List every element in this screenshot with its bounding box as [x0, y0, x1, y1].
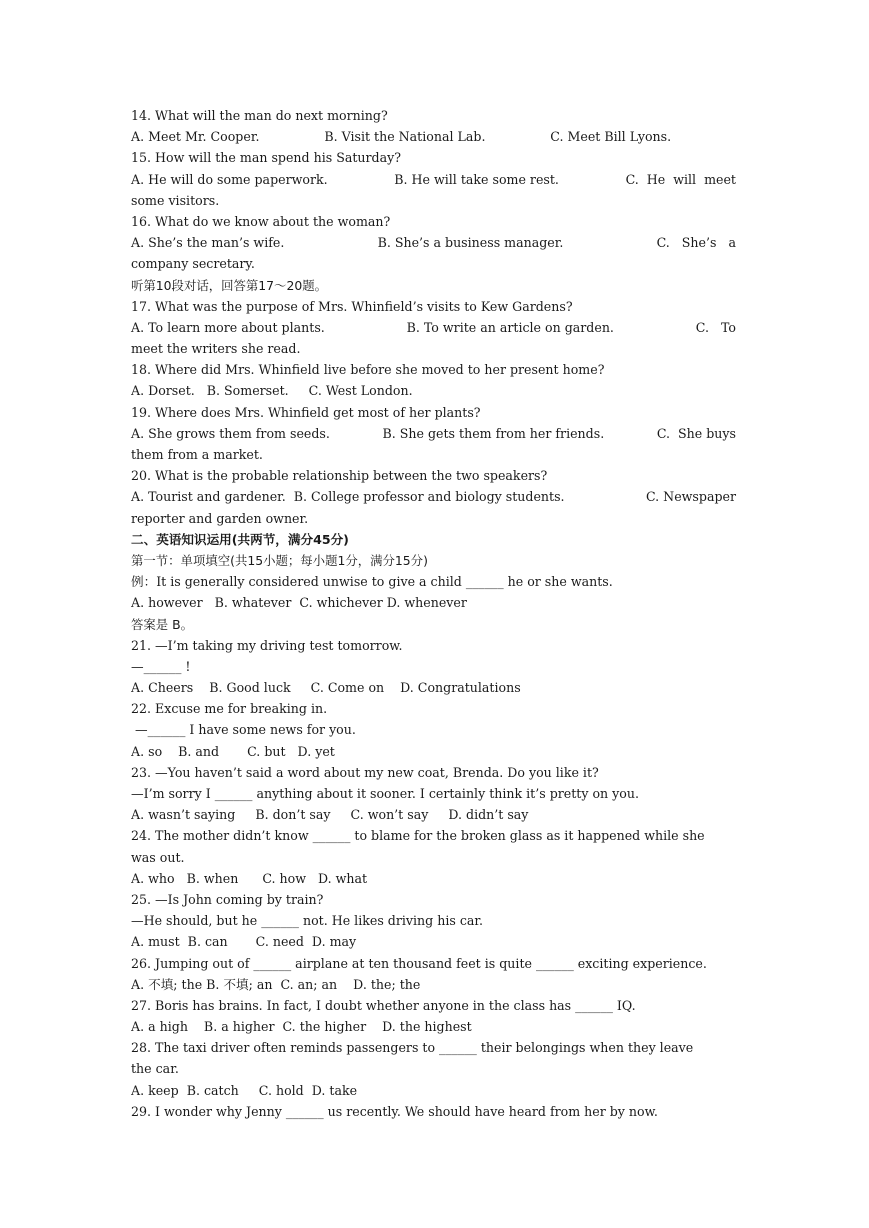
- text-line: A. a high B. a higher C. the higher D. the highest: [131, 1019, 472, 1035]
- text-line: A. Cheers B. Good luck C. Come on D. Congratulations: [131, 680, 521, 696]
- option-line: [131, 317, 736, 338]
- text-line: A. who B. when C. how D. what: [131, 870, 368, 886]
- text-line: A. Dorset. B. Somerset. C. West London.: [131, 383, 413, 399]
- option-segment: C. To: [695, 319, 736, 335]
- text-line: 第一节：单项填空(共15小题；每小题1分，满分15分): [131, 552, 428, 568]
- text-line: 15. How will the man spend his Saturday?: [131, 150, 401, 166]
- text-line: was out.: [131, 849, 185, 865]
- text-line: 14. What will the man do next morning?: [131, 108, 388, 123]
- text-line: 22. Excuse me for breaking in.: [131, 701, 328, 717]
- exam-document: [131, 105, 736, 1122]
- option-segment: C. He will meet: [625, 171, 736, 187]
- text-line: 29. I wonder why Jenny ______ us recently. We should have heard from her by now.: [131, 1103, 658, 1119]
- option-segment: C. Newspaper: [645, 489, 736, 505]
- text-line: A. wasn’t saying B. don’t say C. won’t say D. didn’t say: [131, 807, 529, 823]
- text-line: 21. —I’m taking my driving test tomorrow.: [131, 637, 403, 653]
- text-line: —______ !: [131, 658, 191, 674]
- option-line: [131, 486, 736, 507]
- text-line: 18. Where did Mrs. Whinfield live before she moved to her present home?: [131, 362, 605, 378]
- text-line: company secretary.: [131, 256, 255, 272]
- option-segment: A. She grows them from seeds.: [131, 425, 330, 441]
- text-line: some visitors.: [131, 192, 220, 208]
- text-line: meet the writers she read.: [131, 341, 301, 357]
- option-segment: B. To write an article on garden.: [406, 319, 614, 335]
- text-line: them from a market.: [131, 447, 263, 462]
- text-line: 17. What was the purpose of Mrs. Whinfield’s visits to Kew Gardens?: [131, 298, 573, 314]
- text-line: 答案是 B。: [131, 616, 194, 632]
- text-line: A. must B. can C. need D. may: [131, 934, 357, 950]
- option-segment: B. He will take some rest.: [394, 171, 559, 187]
- text-line: —He should, but he ______ not. He likes driving his car.: [131, 913, 484, 929]
- option-segment: C. She’s a: [656, 235, 736, 251]
- option-segment: A. She’s the man’s wife.: [131, 235, 285, 251]
- option-line: [131, 126, 736, 147]
- text-line: 听第10段对话，回答第17～20题。: [131, 277, 327, 293]
- text-line: 23. —You haven’t said a word about my new coat, Brenda. Do you like it?: [131, 764, 599, 780]
- option-segment: A. Tourist and gardener. B. College professor and biology students.: [131, 489, 565, 505]
- option-segment: B. She gets them from her friends.: [382, 425, 605, 441]
- text-line: 25. —Is John coming by train?: [131, 891, 324, 907]
- text-line: 19. Where does Mrs. Whinfield get most of her plants?: [131, 404, 481, 420]
- option-line: [131, 169, 736, 190]
- section-heading: 二、英语知识运用(共两节，满分45分): [131, 531, 349, 547]
- text-line: reporter and garden owner.: [131, 510, 309, 526]
- option-segment: B. She’s a business manager.: [377, 235, 564, 251]
- text-line: 16. What do we know about the woman?: [131, 213, 391, 229]
- text-line: A. however B. whatever C. whichever D. whenever: [131, 595, 467, 611]
- text-line: —______ I have some news for you.: [131, 722, 356, 738]
- text-line: —I’m sorry I ______ anything about it sooner. I certainly think it’s pretty on you.: [131, 786, 639, 801]
- option-segment: A. He will do some paperwork.: [131, 171, 328, 187]
- option-segment: B. Visit the National Lab.: [324, 129, 486, 145]
- option-segment: C. Meet Bill Lyons.: [550, 129, 672, 145]
- text-line: 28. The taxi driver often reminds passengers to ______ their belongings when they leave: [131, 1040, 694, 1056]
- text-line: 26. Jumping out of ______ airplane at ten thousand feet is quite ______ exciting experience.: [131, 955, 707, 971]
- text-line: 例：It is generally considered unwise to give a child ______ he or she wants.: [131, 574, 613, 590]
- text-line: A. keep B. catch C. hold D. take: [131, 1082, 358, 1098]
- text-line: the car.: [131, 1061, 179, 1077]
- text-line: 20. What is the probable relationship between the two speakers?: [131, 468, 548, 484]
- text-line: 27. Boris has brains. In fact, I doubt whether anyone in the class has ______ IQ.: [131, 997, 636, 1013]
- text-line: A. 不填; the B. 不填; an C. an; an D. the; the: [131, 976, 421, 992]
- option-segment: A. Meet Mr. Cooper.: [131, 129, 260, 145]
- option-segment: A. To learn more about plants.: [131, 319, 325, 335]
- option-segment: C. She buys: [656, 425, 736, 441]
- option-line: [131, 423, 736, 444]
- option-line: [131, 232, 736, 253]
- text-line: A. so B. and C. but D. yet: [131, 743, 335, 759]
- text-line: 24. The mother didn’t know ______ to blame for the broken glass as it happened while she: [131, 828, 705, 844]
